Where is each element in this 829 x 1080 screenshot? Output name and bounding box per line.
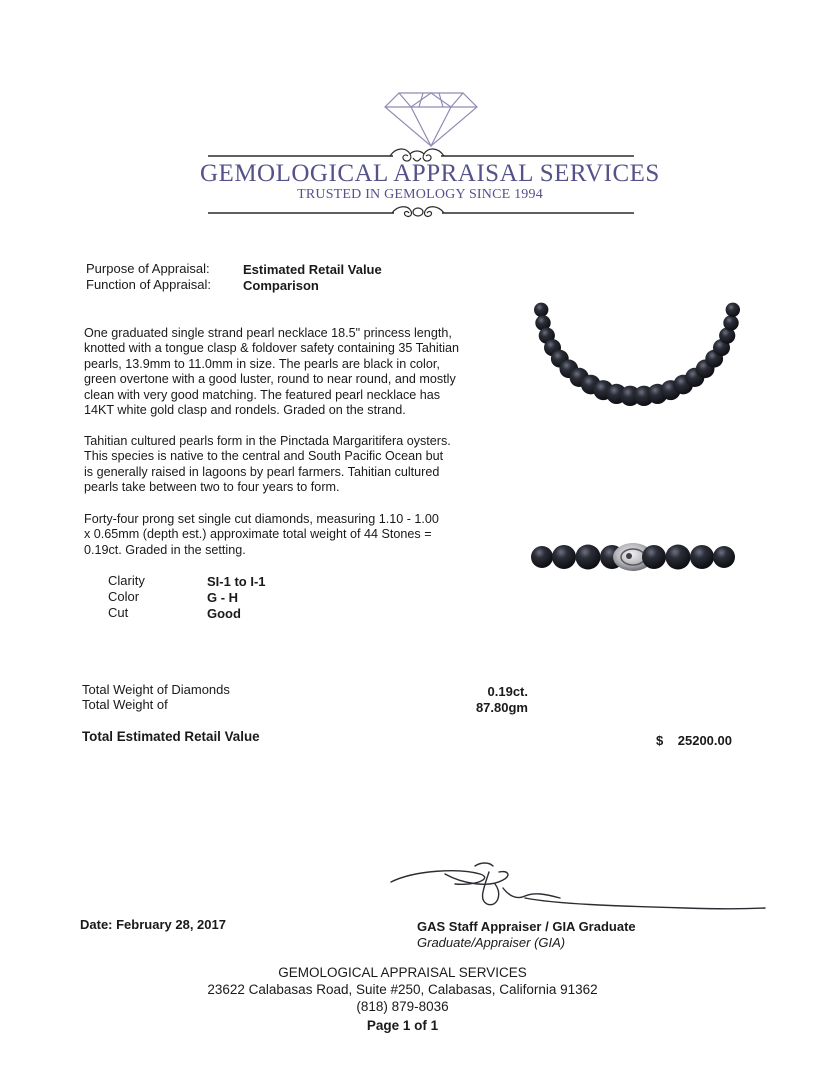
pearl-info [84,434,504,496]
description-line: Tahitian cultured pearls form in the Pinctada Margaritifera oysters. [84,434,451,448]
color-value: G - H [207,590,239,605]
description-line: clean with very good matching. The featured pearl necklace has [84,387,441,402]
pearl-necklace-photo [528,292,746,410]
description-line: One graduated single strand pearl necklace 18.5" princess length, [84,326,452,340]
page-number: Page 1 of 1 [366,1018,439,1033]
company-tagline: TRUSTED IN GEMOLOGY SINCE 1994 [297,187,543,202]
appraiser-signature [385,860,770,918]
footer-phone: (818) 879-8036 [356,999,449,1014]
scroll-flourish-icon [388,202,448,222]
item-description [84,326,504,418]
color-label: Color [108,589,140,604]
description-line: x 0.65mm (depth est.) approximate total weight of 44 Stones = [84,527,432,542]
total-diamond-weight-label: Total Weight of Diamonds [82,682,230,697]
total-weight-label: Total Weight of [82,697,168,712]
description-line: 0.19ct. Graded in the setting. [84,542,246,557]
footer-address: 23622 Calabasas Road, Suite #250, Calabasas, California 91362 [207,982,598,997]
description-line: 14KT white gold clasp and rondels. Graded on the strand. [84,403,406,418]
function-value: Comparison [243,278,319,293]
total-retail-value-label: Total Estimated Retail Value [82,729,260,744]
description-line: pearls take between two to four years to form. [84,480,340,495]
description-line: This species is native to the central and South Pacific Ocean but [84,449,444,464]
pearl-clasp-closeup-photo [530,535,736,579]
description-line: Forty-four prong set single cut diamonds, measuring 1.10 - 1.00 [84,512,439,526]
total-weight-value: 87.80gm [475,700,528,715]
bottom-rule-right [442,211,634,215]
description-line: green overtone with a good luster, round to near round, and mostly [84,372,456,387]
pearl-bead [723,315,738,330]
total-retail-value: 25200.00 [677,733,732,748]
cut-value: Good [207,606,241,621]
appraiser-title: GAS Staff Appraiser / GIA Graduate [417,919,636,934]
total-diamond-weight-value: 0.19ct. [487,684,528,699]
appraiser-credential: Graduate/Appraiser (GIA) [417,935,566,950]
footer-company: GEMOLOGICAL APPRAISAL SERVICES [278,965,527,980]
top-rule-right [441,154,634,158]
top-rule-left [208,154,393,158]
currency-symbol: $ [656,733,664,748]
diamond-outline-icon [383,90,479,148]
pearl-bead [534,303,548,317]
report-date: Date: February 28, 2017 [80,917,226,932]
pearl-bead [726,303,740,317]
company-name: GEMOLOGICAL APPRAISAL SERVICES [200,160,660,187]
clarity-label: Clarity [108,573,145,588]
diamond-description [84,512,504,558]
description-line: knotted with a tongue clasp & foldover safety containing 35 Tahitian [84,341,460,356]
function-label: Function of Appraisal: [86,277,212,292]
description-line: is generally raised in lagoons by pearl farmers. Tahitian cultured [84,464,440,479]
purpose-label: Purpose of Appraisal: [86,261,210,276]
purpose-value: Estimated Retail Value [243,262,382,277]
bottom-rule-left [208,211,394,215]
clarity-value: SI-1 to I-1 [207,574,266,589]
cut-label: Cut [108,605,129,620]
description-line: pearls, 13.9mm to 11.0mm in size. The pearls are black in color, [84,356,440,371]
